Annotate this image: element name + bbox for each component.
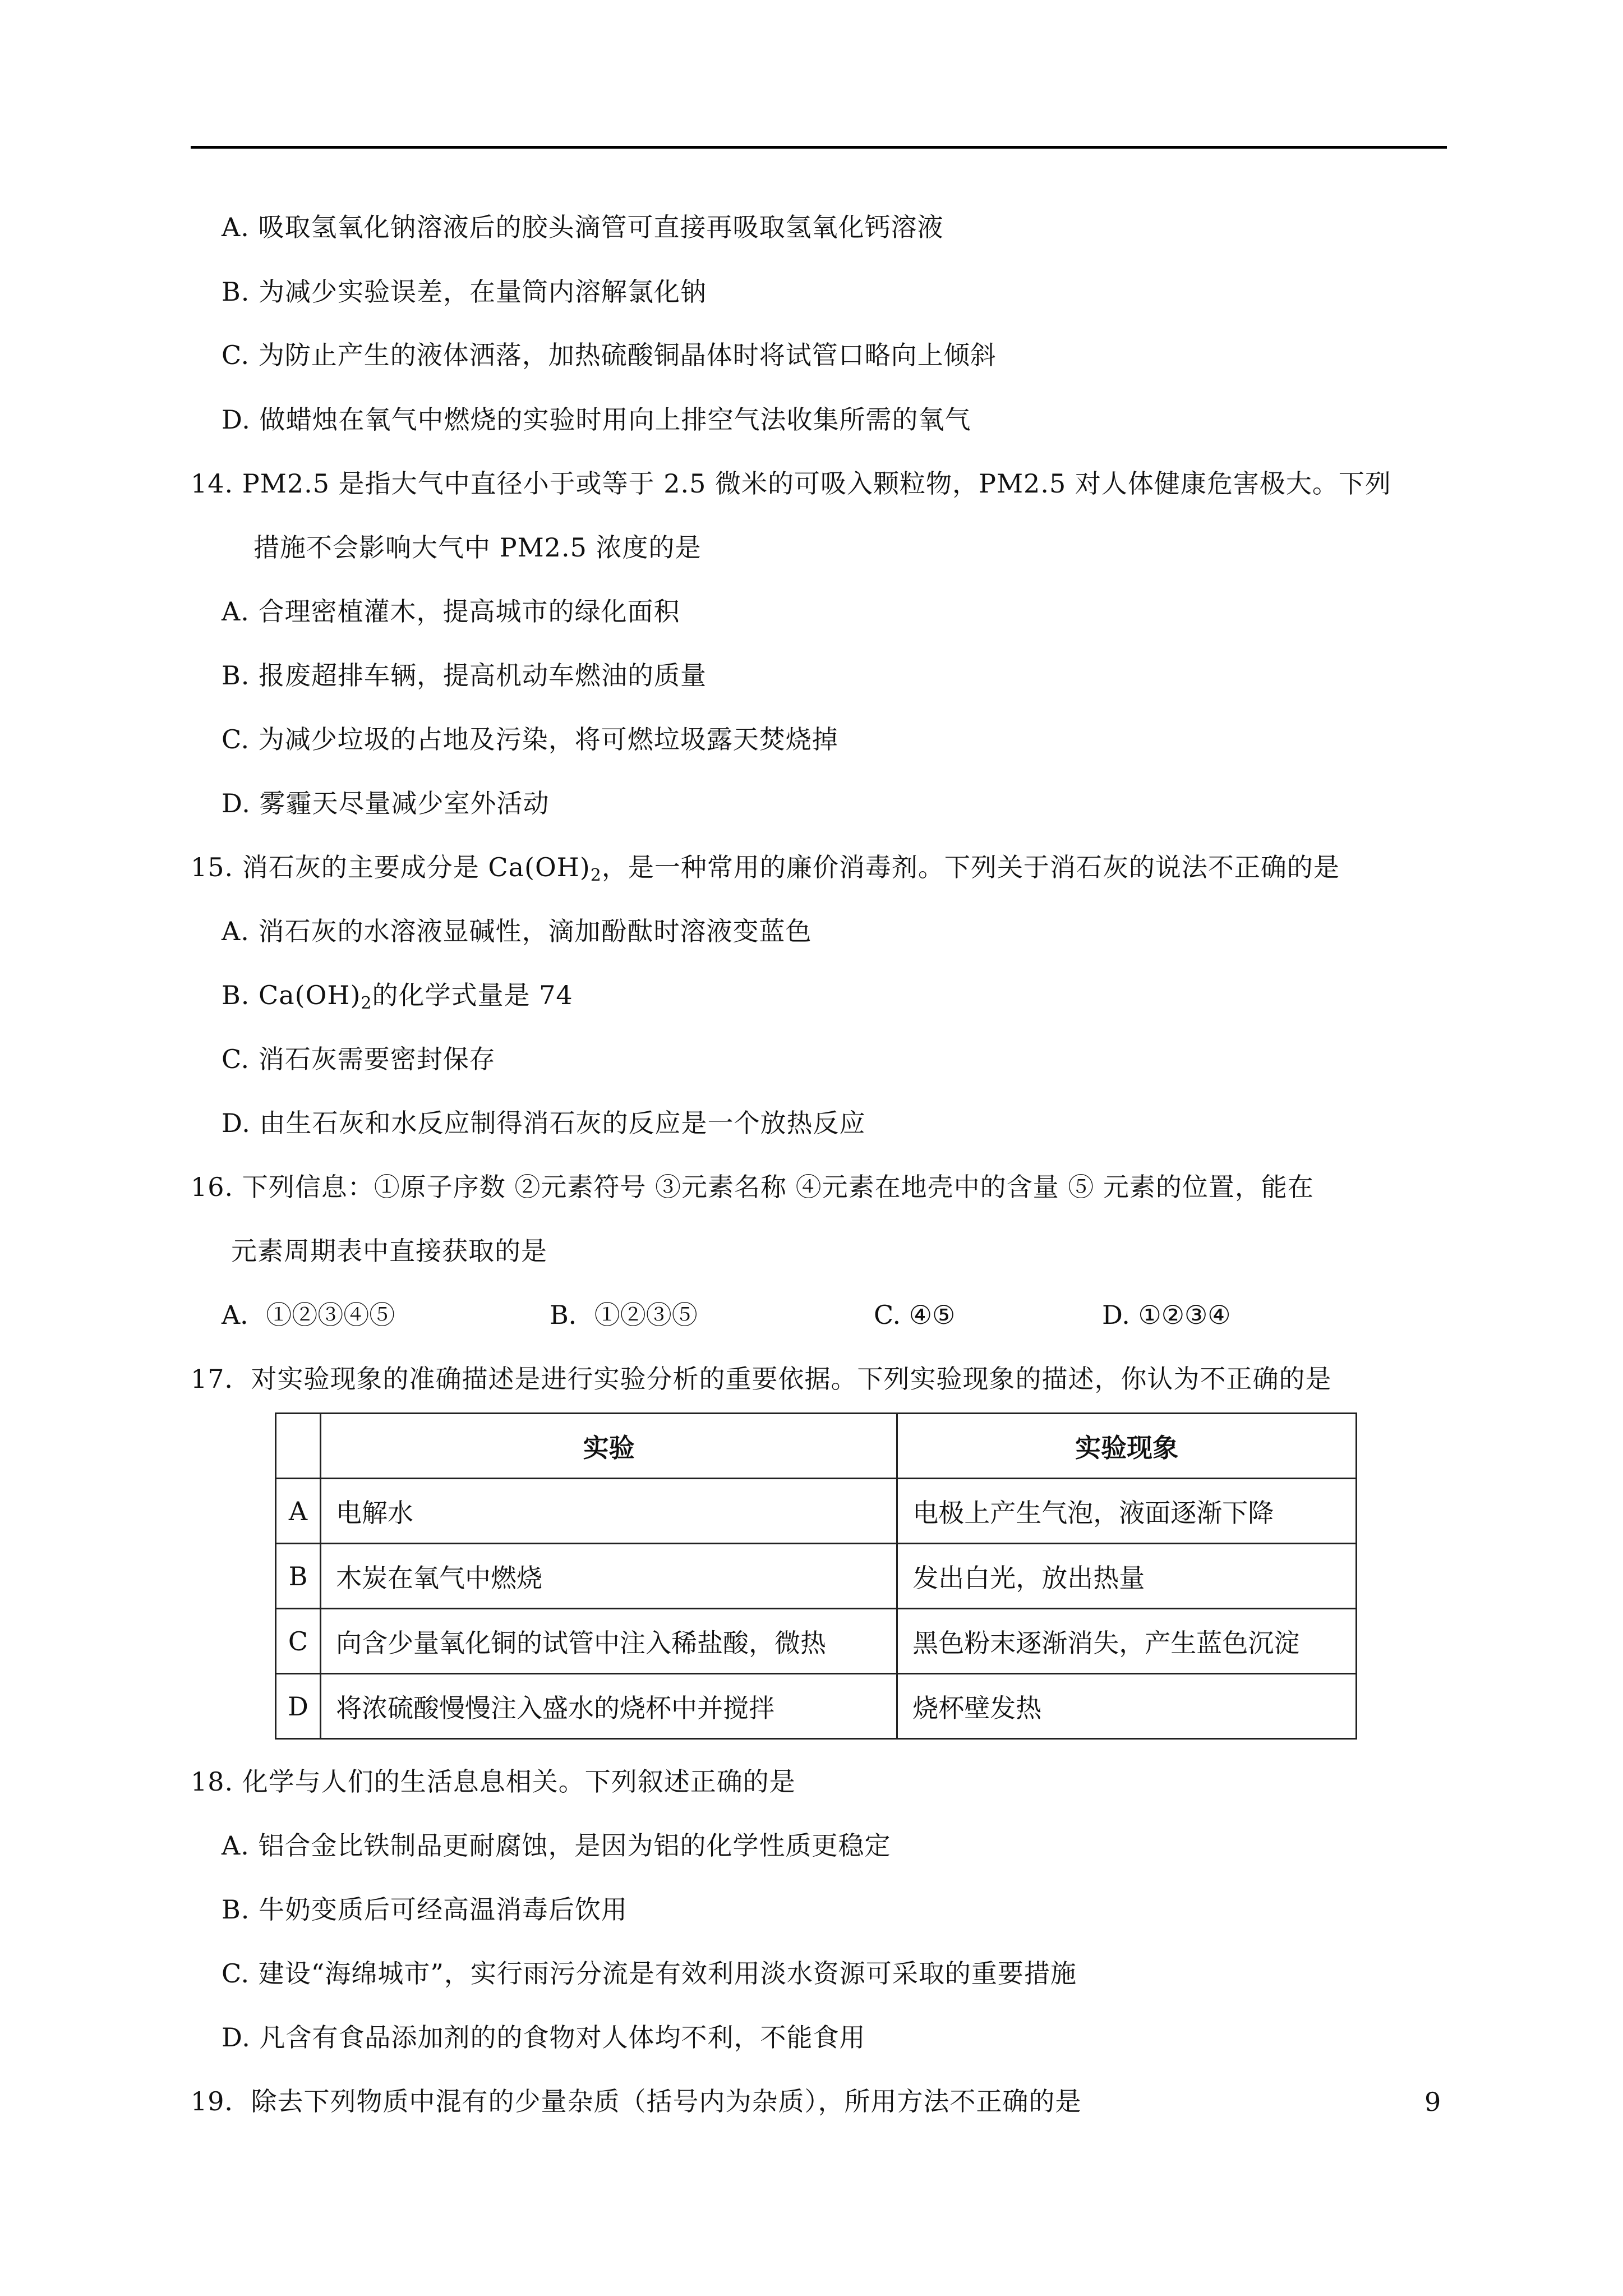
- q18-option-c: C. 建设“海绵城市”，实行雨污分流是有效利用淡水资源可采取的重要措施: [222, 1958, 1077, 1989]
- q19-stem: 19．除去下列物质中混有的少量杂质（括号内为杂质），所用方法不正确的是: [191, 2086, 1082, 2116]
- q18-stem: 18. 化学与人们的生活息息相关。下列叙述正确的是: [191, 1766, 796, 1797]
- q15-stem-pre: 15. 消石灰的主要成分是 Ca(OH): [191, 852, 591, 882]
- page-number: 9: [1424, 2087, 1441, 2117]
- q15-option-b-pre: B. Ca(OH): [222, 980, 361, 1010]
- q13-option-a: A. 吸取氢氧化钠溶液后的胶头滴管可直接再吸取氢氧化钙溶液: [222, 212, 944, 242]
- q14-option-c: C. 为减少垃圾的占地及污染，将可燃垃圾露天焚烧掉: [222, 724, 838, 754]
- q13-option-c: C. 为防止产生的液体洒落，加热硫酸铜晶体时将试管口略向上倾斜: [222, 340, 997, 370]
- header-experiment: 实验: [320, 1414, 897, 1479]
- row-label: A: [276, 1479, 321, 1544]
- q16-stem-line2: 元素周期表中直接获取的是: [231, 1236, 547, 1266]
- header-blank-cell: [276, 1414, 321, 1479]
- row-label: B: [276, 1544, 321, 1609]
- q15-option-b: [222, 978, 573, 1012]
- q16-option-b: B．①②③⑤: [550, 1300, 698, 1330]
- q14-option-d: D. 雾霾天尽量减少室外活动: [222, 788, 550, 818]
- row-label: C: [276, 1609, 321, 1674]
- q15-option-a: A. 消石灰的水溶液显碱性，滴加酚酞时溶液变蓝色: [222, 916, 812, 946]
- header-rule: [191, 146, 1447, 149]
- row-label: D: [276, 1674, 321, 1739]
- q15-stem-post: ，是一种常用的廉价消毒剂。下列关于消石灰的说法不正确的是: [601, 852, 1340, 882]
- q14-stem-line1: 14. PM2.5 是指大气中直径小于或等于 2.5 微米的可吸入颗粒物，PM2.5 对人体健康危害极大。下列: [191, 468, 1391, 499]
- q18-option-b: B. 牛奶变质后可经高温消毒后饮用: [222, 1894, 628, 1925]
- q16-option-c: C. ④⑤: [874, 1300, 956, 1330]
- q16-option-d: D. ①②③④: [1102, 1300, 1231, 1330]
- q17-stem: 17．对实验现象的准确描述是进行实验分析的重要依据。下列实验现象的描述，你认为不正确的是: [191, 1364, 1332, 1394]
- q15-option-c: C. 消石灰需要密封保存: [222, 1044, 496, 1074]
- row-phenomenon: 发出白光，放出热量: [897, 1544, 1357, 1609]
- row-experiment: 电解水: [320, 1479, 897, 1544]
- q15-stem-sub: 2: [590, 866, 602, 885]
- q14-option-a: A. 合理密植灌木，提高城市的绿化面积: [222, 596, 680, 627]
- q14-stem-line2: 措施不会影响大气中 PM2.5 浓度的是: [253, 532, 702, 563]
- row-experiment: 向含少量氧化铜的试管中注入稀盐酸，微热: [320, 1609, 897, 1674]
- q15-option-b-post: 的化学式量是 74: [372, 980, 573, 1010]
- q18-option-a: A. 铝合金比铁制品更耐腐蚀，是因为铝的化学性质更稳定: [222, 1830, 891, 1861]
- q13-option-d: D. 做蜡烛在氧气中燃烧的实验时用向上排空气法收集所需的氧气: [222, 404, 971, 435]
- table-row: [276, 1609, 1357, 1674]
- row-phenomenon: 烧杯壁发热: [897, 1674, 1357, 1739]
- row-phenomenon: 黑色粉末逐渐消失，产生蓝色沉淀: [897, 1609, 1357, 1674]
- table-row: [276, 1479, 1357, 1544]
- row-phenomenon: 电极上产生气泡，液面逐渐下降: [897, 1479, 1357, 1544]
- header-phenomenon: 实验现象: [897, 1414, 1357, 1479]
- q14-option-b: B. 报废超排车辆，提高机动车燃油的质量: [222, 660, 707, 691]
- q15-stem: [191, 850, 1340, 884]
- q16-option-a: A．①②③④⑤: [222, 1300, 395, 1330]
- q16-stem-line1: 16. 下列信息：①原子序数 ②元素符号 ③元素名称 ④元素在地壳中的含量 ⑤ 元素的位置，能在: [191, 1172, 1314, 1202]
- table-row: [276, 1674, 1357, 1739]
- row-experiment: 将浓硫酸慢慢注入盛水的烧杯中并搅拌: [320, 1674, 897, 1739]
- q15-option-b-sub: 2: [361, 993, 372, 1013]
- table-header-row: [276, 1414, 1357, 1479]
- q17-table: [275, 1412, 1357, 1740]
- table-row: [276, 1544, 1357, 1609]
- row-experiment: 木炭在氧气中燃烧: [320, 1544, 897, 1609]
- q15-option-d: D. 由生石灰和水反应制得消石灰的反应是一个放热反应: [222, 1108, 866, 1138]
- q13-option-b: B. 为减少实验误差，在量筒内溶解氯化钠: [222, 277, 707, 307]
- q18-option-d: D. 凡含有食品添加剂的的食物对人体均不利，不能食用: [222, 2022, 866, 2053]
